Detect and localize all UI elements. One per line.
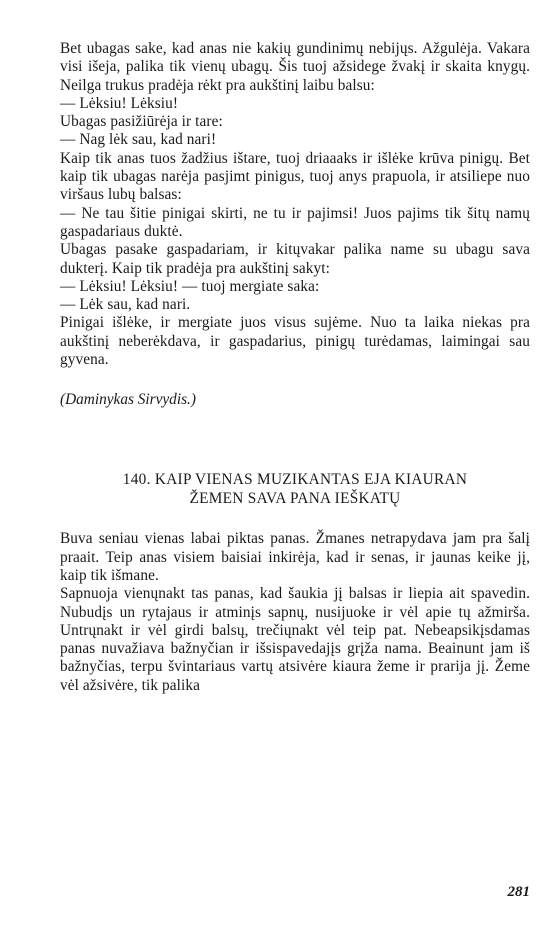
- paragraph: Kaip tik anas tuos žadžius ištare, tuoj driaaaks ir išlėke krūva pinigų. Bet kaip tik ubagas narėja pasjimt pinigus, tuoj anys prapuola, ir atsiliepe nuo viršaus lubų balsas:: [60, 149, 530, 204]
- paragraph: Bet ubagas sake, kad anas nie kakių gundinimų nebijųs. Ažgulėja. Vakara visi išeja, palika tik vienų ubagų. Šis tuoj ažsidege žvakį ir skaita knygų. Neilga trukus pradėja rėkt pra aukštinį laibu balsu:: [60, 40, 530, 94]
- paragraph: — Nag lėk sau, kad nari!: [60, 131, 217, 149]
- story-title-line-1: 140. KAIP VIENAS MUZIKANTAS EJA KIAURAN: [122, 471, 468, 489]
- story-title-line-2: ŽEMEN SAVA PANA IEŠKATŲ: [189, 489, 401, 507]
- page-content: [60, 40, 530, 695]
- paragraph: — Ne tau šitie pinigai skirti, ne tu ir pajimsi! Juos pajims tik šitų namų gaspadariaus duktė.: [60, 204, 530, 240]
- story-signature: (Daminykas Sirvydis.): [60, 391, 196, 409]
- paragraph: Ubagas pasižiūrėja ir tare:: [60, 113, 223, 131]
- paragraph: Pinigai išlėke, ir mergiate juos visus sujėme. Nuo ta laika niekas pra aukštinį neberėkdava, ir gaspadarius, pinigų turėdamas, laimingai sau gyvena.: [60, 314, 530, 369]
- paragraph: — Lėksiu! Lėksiu! — tuoj mergiate saka:: [60, 277, 320, 295]
- paragraph: Buva seniau vienas labai piktas panas. Žmanes netrapydava jam pra šalį praait. Teip anas visiem baisiai inkirėja, kad ir senas, ir jaunas keike jį, kaip tik išmane.: [60, 530, 530, 584]
- paragraph: — Lėk sau, kad nari.: [60, 296, 191, 314]
- paragraph: Sapnuoja vienųnakt tas panas, kad šaukia jį balsas ir liepia ait spavedin. Nubudįs un rytajaus ir atminįs sapnų, nusijuoke ir vėl apie tų ažmirša. Untrųnakt ir vėl girdi balsų, trečiųnakt vėl teip pat. Nebeapsikįsdamas panas nuvažiava bažnyčian ir išsispavedajįs grįža nama. Beainunt jam iš bažnyčias, terpu švintariaus vartų atsivėre kiaura žeme ir prarija jį. Žeme vėl ažsivėre, tik palika: [60, 585, 530, 694]
- page-number: 281: [507, 884, 530, 900]
- paragraph: Ubagas pasake gaspadariam, ir kitųvakar palika name su ubagu sava dukterį. Kaip tik pradėja pra aukštinį sakyt:: [60, 241, 530, 277]
- paragraph: — Lėksiu! Lėksiu!: [60, 94, 179, 112]
